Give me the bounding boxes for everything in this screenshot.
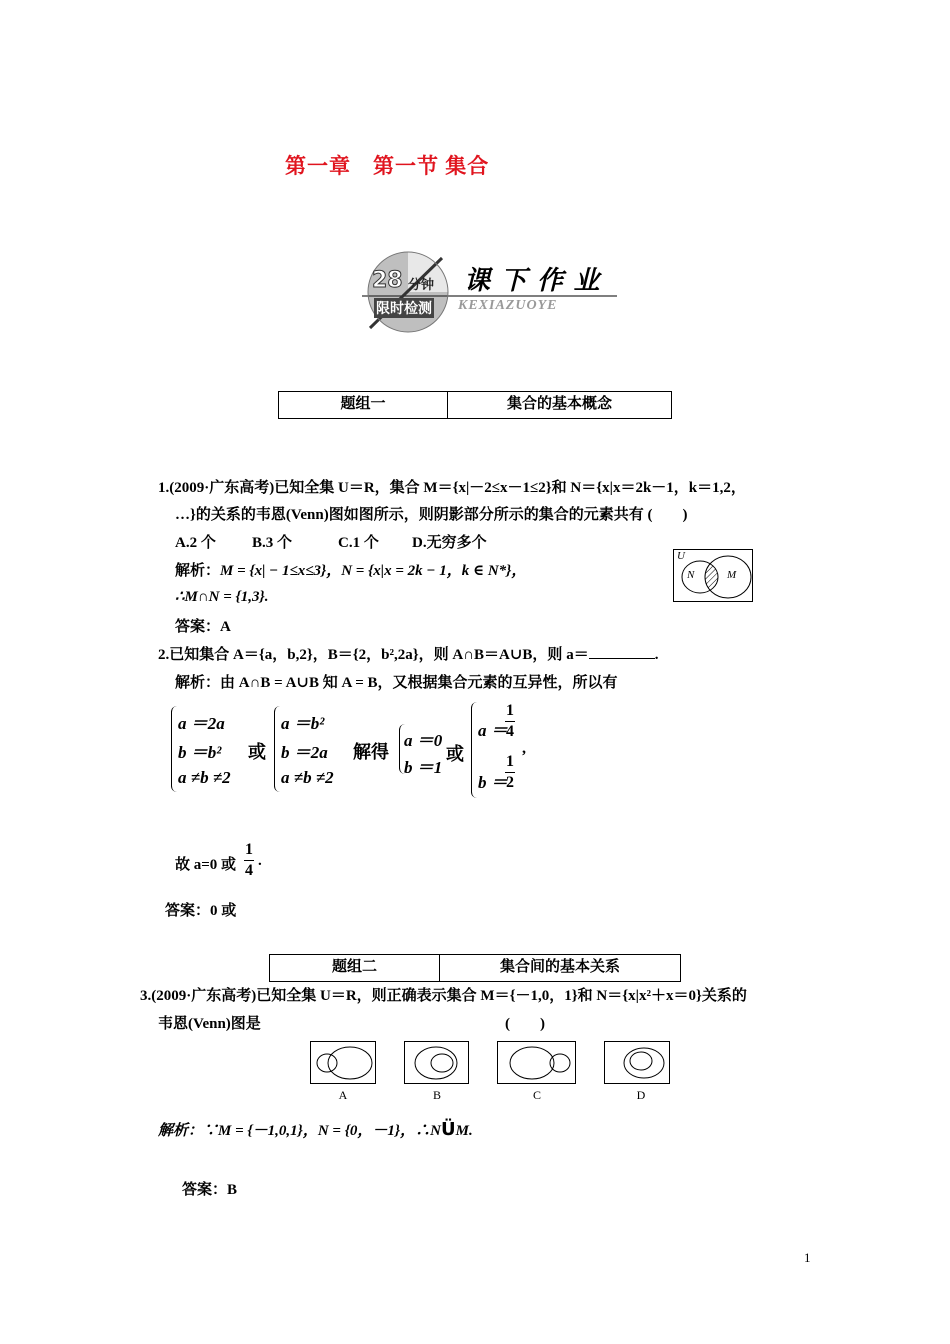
sys2-eq1: a ＝b²: [281, 714, 325, 733]
venn-u-label: U: [677, 550, 685, 562]
group-two-topic: 集合间的基本关系: [499, 959, 620, 975]
q2-stem-text: 已知集合 A＝{a，b,2}，B＝{2，b²,2a}，则 A∩B＝A∪B，则 a＝: [169, 647, 589, 663]
q1-line1: [158, 476, 746, 497]
q3-analysis-text: 解析：∵M = {－1,0,1}，N = {0，－1}，∴N: [158, 1123, 441, 1139]
q1-stem-line2: …}的关系的韦恩(Venn)图如图所示，则阴影部分所示的集合的元素共有 ( ): [175, 507, 688, 523]
venn-n-label: N: [687, 569, 695, 581]
or-two: 或: [446, 744, 464, 764]
q2-stem-end: .: [654, 647, 659, 663]
q1-analysis-text: M = {x| − 1≤x≤3}，N = {x|x = 2k − 1，k ∈ N*}，: [220, 563, 527, 579]
sys1-eq2: b ＝b²: [178, 743, 222, 762]
sys1-eq1: a ＝2a: [178, 714, 225, 733]
group-two-label: 题组二: [270, 955, 440, 981]
q2-answer: 答案：0 或: [165, 903, 237, 919]
page-title: 第一章 第一节 集合: [285, 154, 490, 178]
group-one-topic: 集合的基本概念: [506, 396, 612, 412]
q3-venn-graphic: [310, 1041, 672, 1087]
caption-a: A: [338, 1088, 348, 1102]
sys4-frac-a: [505, 703, 515, 740]
sys2-eq3: a ≠b ≠2: [281, 768, 334, 787]
q2-conclusion-text: 故 a=0 或: [175, 857, 237, 873]
q1-source: (2009·广东高考): [169, 480, 275, 496]
banner-pinyin: KEXIAZUOYE: [458, 298, 558, 313]
sys4-brace: [471, 702, 478, 798]
caption-d: D: [636, 1088, 646, 1102]
q3-source: (2009·广东高考): [151, 988, 257, 1004]
group-one-label: 题组一: [279, 392, 448, 418]
or-one: 或: [248, 742, 266, 762]
frac-a-num: 1: [505, 703, 515, 722]
sys3-eq2: b ＝1: [404, 758, 443, 777]
caption-b: B: [432, 1088, 441, 1102]
homework-banner: [362, 248, 622, 340]
q3-number: 3.: [140, 988, 152, 1004]
frac-b-num: 1: [505, 754, 515, 773]
frac-a-den: 4: [506, 723, 514, 740]
q1-analysis-line1: [175, 559, 526, 580]
q3-answer: 答案：B: [182, 1182, 238, 1198]
q1-number: 1.: [158, 480, 170, 496]
group-one-header: [278, 391, 672, 419]
proper-subset-symbol: Ü: [441, 1119, 456, 1140]
solve-label: 解得: [353, 742, 389, 762]
venn-m-label: M: [727, 569, 737, 581]
sys3-eq1: a ＝0: [404, 731, 443, 750]
q3-stem-line1: 已知全集 U＝R，则正确表示集合 M＝{－1,0，1}和 N＝{x|x²＋x＝0}关系的: [256, 988, 747, 1004]
sys4-frac-b: [505, 754, 515, 791]
badge-subtitle: 限时检测: [374, 298, 434, 318]
q1-option-b: B.3 个: [252, 535, 293, 551]
page-number: 1: [804, 1250, 811, 1265]
q3-venn-options: [310, 1041, 672, 1103]
q1-stem-line1: 已知全集 U＝R，集合 M＝{x|－2≤x－1≤2}和 N＝{x|x＝2k－1，k＝1,2，: [274, 480, 746, 496]
q1-venn-diagram: [673, 549, 753, 602]
q2-conclusion-frac: [244, 842, 254, 879]
sys2-brace: [274, 706, 281, 792]
badge-number: 28: [372, 268, 403, 293]
group-two-header: [269, 954, 681, 982]
frac-b-den: 2: [506, 774, 514, 791]
q3-line1: [140, 984, 747, 1005]
sys4-eq2-lhs: b ＝: [478, 773, 508, 792]
q2-analysis: 解析：由 A∩B = A∪B 知 A = B，又根据集合元素的互异性，所以有: [175, 675, 618, 691]
q1-analysis-label: 解析：: [175, 563, 221, 579]
q2-answer-blank: [589, 646, 655, 659]
sys4-comma: ,: [522, 740, 526, 757]
q1-answer: 答案：A: [175, 619, 231, 635]
q3-paren: ( ): [505, 1016, 545, 1032]
conclusion-frac-num: 1: [244, 842, 254, 861]
sys1-brace: [171, 706, 178, 792]
venn-graphic: [673, 549, 753, 602]
badge-minutes: 分钟: [408, 278, 435, 293]
q3-analysis: [158, 1119, 473, 1140]
q2-conclusion-end: .: [258, 853, 262, 869]
q3-analysis-end: M.: [455, 1123, 473, 1139]
conclusion-frac-den: 4: [245, 862, 253, 879]
banner-heading: 课 下 作 业: [464, 266, 602, 295]
q2-number: 2.: [158, 647, 170, 663]
q2-stem: [158, 643, 658, 664]
q1-option-d: D.无穷多个: [412, 535, 487, 551]
q1-option-c: C.1 个: [338, 535, 379, 551]
sys4-eq1-lhs: a ＝: [478, 721, 508, 740]
caption-c: C: [532, 1088, 541, 1102]
q1-analysis-line2: ∴M∩N = {1,3}.: [175, 589, 269, 605]
sys1-eq3: a ≠b ≠2: [178, 768, 231, 787]
q3-stem-line2: 韦恩(Venn)图是: [158, 1016, 261, 1032]
sys2-eq2: b ＝2a: [281, 743, 328, 762]
q1-option-a: A.2 个: [175, 535, 216, 551]
